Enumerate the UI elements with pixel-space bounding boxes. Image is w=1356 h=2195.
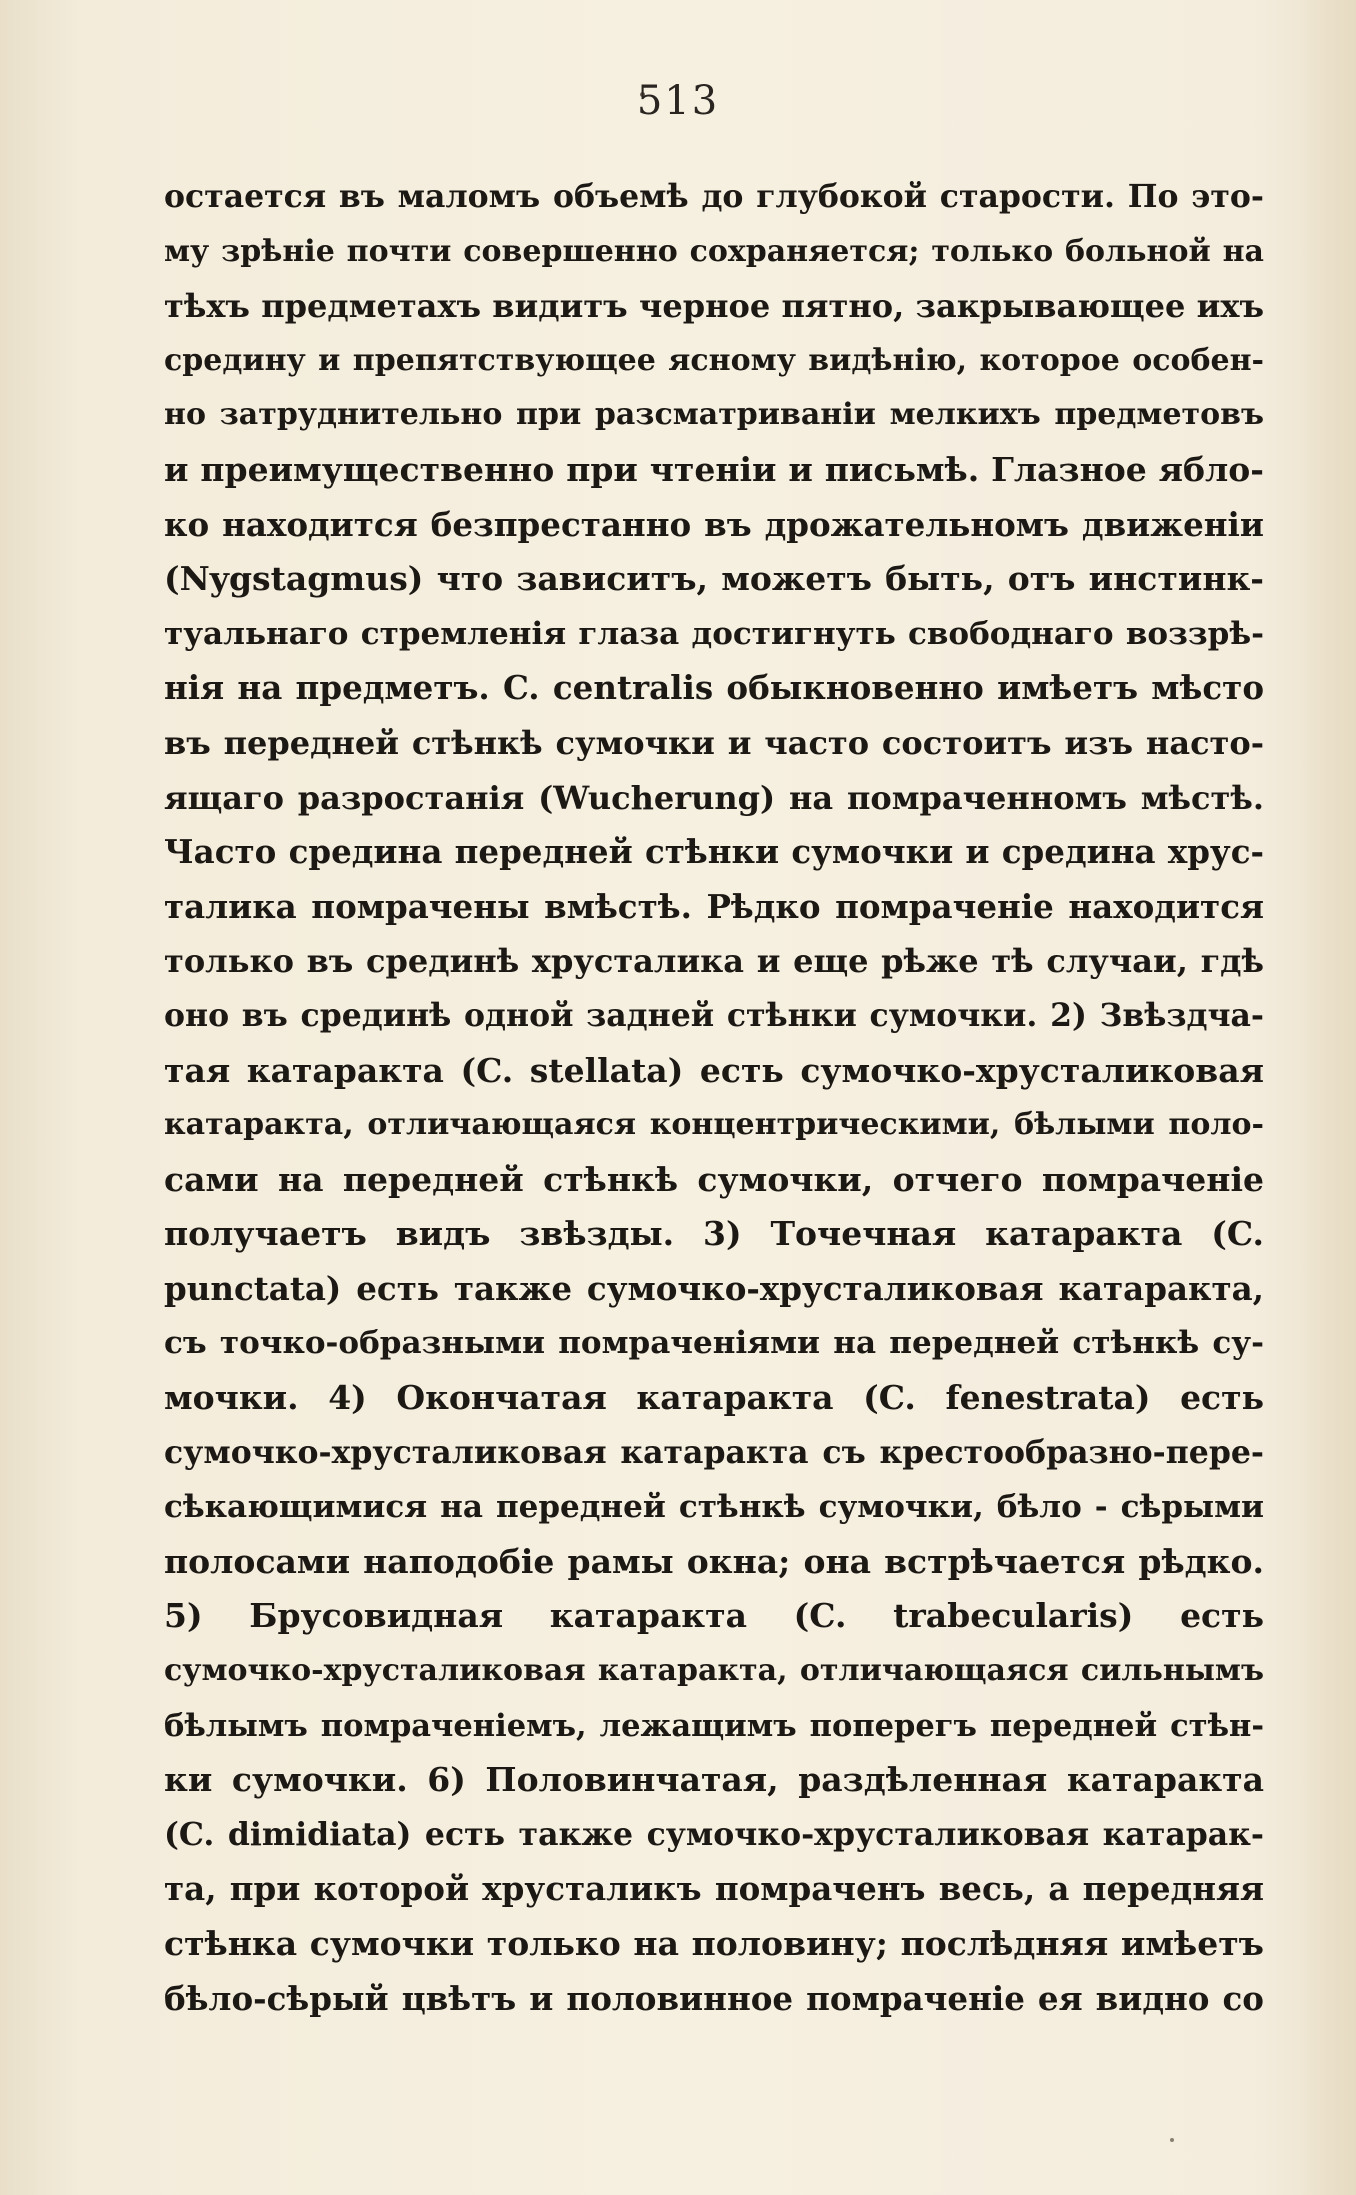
text-line: получаетъ видъ звѣзды. 3) Точечная катаракта (C. bbox=[164, 1214, 1264, 1254]
text-line: полосами наподобіе рамы окна; она встрѣчается рѣдко. bbox=[164, 1541, 1264, 1581]
ink-speck bbox=[1170, 2138, 1174, 2142]
text-line: бѣло-сѣрый цвѣтъ и половинное помраченіе ея видно со bbox=[164, 1978, 1264, 2018]
text-line: бѣлымъ помраченіемъ, лежащимъ поперегъ передней стѣн- bbox=[164, 1707, 1264, 1744]
text-line: нія на предметъ. C. centralis обыкновенно имѣетъ мѣсто bbox=[164, 668, 1264, 708]
text-line: но затруднительно при разсматриваніи мелкихъ предметовъ bbox=[164, 397, 1264, 433]
text-line: 5) Брусовидная катаракта (C. trabecularis) есть bbox=[164, 1596, 1264, 1636]
body-text bbox=[164, 170, 1264, 2026]
page-number: 513 bbox=[636, 78, 720, 124]
text-line: сами на передней стѣнкѣ сумочки, отчего помраченіе bbox=[164, 1159, 1264, 1199]
text-line: ящаго разростанія (Wucherung) на помраченномъ мѣстѣ. bbox=[164, 778, 1264, 817]
text-line: Часто средина передней стѣнки сумочки и средина хрус- bbox=[164, 832, 1264, 872]
text-line: и преимущественно при чтеніи и письмѣ. Глазное ябло- bbox=[164, 449, 1264, 489]
text-line: въ передней стѣнкѣ сумочки и часто состоитъ изъ насто- bbox=[164, 723, 1264, 762]
text-line: сумочко-хрусталиковая катаракта съ крестообразно-пере- bbox=[164, 1433, 1264, 1471]
text-line: punctata) есть также сумочко-хрусталиковая катаракта, bbox=[164, 1268, 1264, 1308]
text-line: та, при которой хрусталикъ помраченъ весь, а передняя bbox=[164, 1869, 1264, 1909]
page-edge-shading bbox=[1296, 0, 1356, 2195]
text-line: тѣхъ предметахъ видитъ черное пятно, закрывающее ихъ bbox=[164, 287, 1264, 326]
text-line: (Nygstagmus) что зависитъ, можетъ быть, отъ инстинк- bbox=[164, 559, 1264, 599]
text-line: (C. dimidiata) есть также сумочко-хрусталиковая катарак- bbox=[164, 1815, 1264, 1853]
text-line: мочки. 4) Окончатая катаракта (C. fenestrata) есть bbox=[164, 1378, 1264, 1418]
text-line: му зрѣніе почти совершенно сохраняется; только больной на bbox=[164, 233, 1264, 269]
text-line: съ точко-образными помраченіями на передней стѣнкѣ су- bbox=[164, 1325, 1264, 1362]
text-line: талика помрачены вмѣстѣ. Рѣдко помраченіе находится bbox=[164, 886, 1264, 926]
text-line: остается въ маломъ объемѣ до глубокой старости. По это- bbox=[164, 178, 1264, 215]
text-line: только въ срединѣ хрусталика и еще рѣже тѣ случаи, гдѣ bbox=[164, 942, 1264, 981]
text-line: стѣнка сумочки только на половину; послѣдняя имѣетъ bbox=[164, 1924, 1264, 1963]
text-line: оно въ срединѣ одной задней стѣнки сумочки. 2) Звѣздча- bbox=[164, 996, 1264, 1034]
text-line: ко находится безпрестанно въ дрожательномъ движеніи bbox=[164, 504, 1264, 544]
text-line: сѣкающимися на передней стѣнкѣ сумочки, бѣло - сѣрыми bbox=[164, 1489, 1264, 1526]
text-line: туальнаго стремленія глаза достигнуть свободнаго воззрѣ- bbox=[164, 615, 1264, 652]
text-line: катаракта, отличающаяся концентрическими, бѣлыми поло- bbox=[164, 1107, 1264, 1143]
text-line: тая катаракта (C. stellata) есть сумочко-хрусталиковая bbox=[164, 1050, 1264, 1090]
text-line: ки сумочки. 6) Половинчатая, раздѣленная катаракта bbox=[164, 1760, 1264, 1800]
text-line: средину и препятствующее ясному видѣнію, которое особен- bbox=[164, 342, 1264, 378]
text-line: сумочко-хрусталиковая катаракта, отличающаяся сильнымъ bbox=[164, 1653, 1264, 1689]
